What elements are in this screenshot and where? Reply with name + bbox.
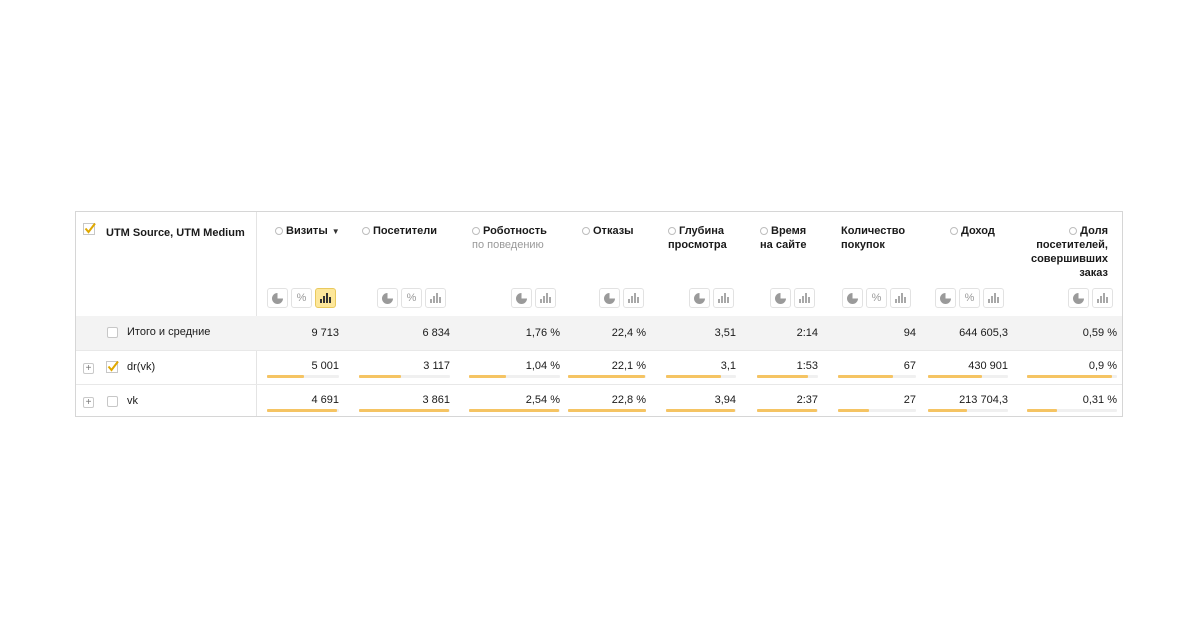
table-cell: 3,51 [714, 327, 736, 339]
col-robots-header[interactable]: Роботность по поведению [472, 225, 547, 251]
pie-chart-button[interactable] [511, 288, 532, 308]
pie-chart-icon [516, 293, 527, 304]
value-bar [838, 375, 916, 378]
value-bar [757, 375, 818, 378]
pie-chart-icon [604, 293, 615, 304]
value-bar [359, 375, 450, 378]
sort-desc-icon[interactable]: ▼ [331, 227, 340, 236]
help-icon[interactable] [275, 227, 283, 235]
table-cell: 22,8 % [611, 394, 646, 406]
share-view-buttons [1068, 288, 1113, 308]
table-cell: 0,31 % [1082, 394, 1117, 406]
col-share-header[interactable]: Доля посетителей, совершивших заказ [1030, 225, 1108, 279]
value-bar [469, 409, 560, 412]
value-bar-fill [666, 375, 721, 378]
table-cell: 2:14 [796, 327, 818, 339]
value-bar-fill [666, 409, 735, 412]
table-cell: 22,1 % [611, 360, 646, 372]
percent-icon: % [406, 291, 417, 304]
expand-plus-icon[interactable]: + [83, 397, 94, 408]
bar-chart-icon [628, 293, 639, 303]
table-cell: 0,59 % [1082, 327, 1117, 339]
value-bar-fill [568, 409, 646, 412]
value-bar [928, 409, 1008, 412]
bar-chart-button[interactable] [983, 288, 1004, 308]
pie-chart-button[interactable] [842, 288, 863, 308]
pie-chart-button[interactable] [267, 288, 288, 308]
value-bar-fill [359, 409, 449, 412]
percent-button[interactable] [291, 288, 312, 308]
help-icon[interactable] [668, 227, 676, 235]
pie-chart-icon [847, 293, 858, 304]
table-row-total [76, 316, 1122, 350]
col-visitors-header[interactable]: Посетители [362, 224, 437, 238]
value-bar [568, 375, 646, 378]
bounces-view-buttons [599, 288, 644, 308]
value-bar [928, 375, 1008, 378]
table-cell: 22,4 % [611, 327, 646, 339]
row-checkbox[interactable] [106, 360, 117, 371]
row-label: dr(vk) [127, 361, 156, 373]
table-cell: 5 001 [311, 360, 339, 372]
table-cell: 3,94 [714, 394, 736, 406]
table-cell: 430 901 [968, 360, 1008, 372]
percent-icon: % [871, 291, 882, 304]
help-icon[interactable] [362, 227, 370, 235]
percent-button[interactable] [866, 288, 887, 308]
table-cell: 27 [903, 394, 916, 406]
help-icon[interactable] [472, 227, 480, 235]
table-row-vk [76, 384, 1122, 418]
value-bar-fill [267, 375, 304, 378]
value-bar-fill [469, 409, 559, 412]
value-bar-fill [1027, 375, 1112, 378]
time-view-buttons [770, 288, 815, 308]
col-purchases-header[interactable]: Количество покупок [841, 225, 906, 251]
help-icon[interactable] [950, 227, 958, 235]
pie-chart-icon [272, 293, 283, 304]
pie-chart-icon [940, 293, 951, 304]
table-header [76, 212, 1122, 316]
bar-chart-icon [718, 293, 729, 303]
value-bar-fill [928, 375, 982, 378]
percent-icon: % [964, 291, 975, 304]
pie-chart-icon [775, 293, 786, 304]
pie-chart-button[interactable] [599, 288, 620, 308]
bar-chart-icon [540, 293, 551, 303]
help-icon[interactable] [760, 227, 768, 235]
value-bar-fill [469, 375, 506, 378]
help-icon[interactable] [582, 227, 590, 235]
value-bar-fill [568, 375, 645, 378]
table-cell: 67 [903, 360, 916, 372]
value-bar-fill [1027, 409, 1057, 412]
bar-chart-icon [1097, 293, 1108, 303]
pie-chart-icon [1073, 293, 1084, 304]
visitors-view-buttons [377, 288, 446, 308]
table-cell: 6 834 [422, 327, 450, 339]
bar-chart-button[interactable] [425, 288, 446, 308]
col-depth-header[interactable]: Глубина просмотра [668, 225, 727, 251]
table-cell: 3 117 [423, 360, 450, 372]
pie-chart-button[interactable] [689, 288, 710, 308]
bar-chart-icon [320, 293, 331, 303]
row-checkbox[interactable] [107, 396, 118, 407]
table-cell: 94 [903, 327, 916, 339]
percent-icon: % [296, 291, 307, 304]
table-cell: 0,9 % [1088, 360, 1117, 372]
pie-chart-icon [382, 293, 393, 304]
pie-chart-button[interactable] [770, 288, 791, 308]
bar-chart-button[interactable] [1092, 288, 1113, 308]
value-bar-fill [838, 375, 893, 378]
value-bar [1027, 375, 1117, 378]
table-cell: 1:53 [796, 360, 818, 372]
visits-view-buttons [267, 288, 336, 308]
checkmark-icon [106, 360, 120, 374]
row-label: vk [127, 395, 138, 407]
col-visits-header[interactable]: Визиты ▼ [275, 224, 340, 239]
table-cell: 2,54 % [525, 394, 560, 406]
table-cell: 4 691 [311, 394, 339, 406]
value-bar [838, 409, 916, 412]
table-cell: 9 713 [311, 327, 339, 339]
bar-chart-icon [799, 293, 810, 303]
purchases-view-buttons [842, 288, 911, 308]
col-bounces-header[interactable]: Отказы [582, 224, 634, 238]
value-bar-fill [838, 409, 869, 412]
table-cell: 644 605,3 [959, 327, 1008, 339]
bar-chart-icon [430, 293, 441, 303]
pie-chart-button[interactable] [377, 288, 398, 308]
bar-chart-button[interactable] [794, 288, 815, 308]
checkmark-icon [83, 222, 97, 236]
row-label: Итого и средние [127, 326, 211, 338]
table-cell: 2:37 [796, 394, 818, 406]
col-time-header[interactable]: Время на сайте [760, 225, 807, 251]
value-bar-fill [267, 409, 337, 412]
percent-button[interactable] [959, 288, 980, 308]
value-bar [666, 375, 736, 378]
table-cell: 1,04 % [525, 360, 560, 372]
value-bar [267, 409, 339, 412]
pie-chart-button[interactable] [935, 288, 956, 308]
value-bar [757, 409, 818, 412]
value-bar-fill [928, 409, 967, 412]
bar-chart-icon [895, 293, 906, 303]
bar-chart-button[interactable] [535, 288, 556, 308]
percent-button[interactable] [401, 288, 422, 308]
help-icon[interactable] [1069, 227, 1077, 235]
bar-chart-button[interactable] [713, 288, 734, 308]
value-bar [568, 409, 646, 412]
value-bar-fill [757, 375, 808, 378]
value-bar-fill [757, 409, 817, 412]
pie-chart-button[interactable] [1068, 288, 1089, 308]
table-cell: 1,76 % [525, 327, 560, 339]
table-cell: 213 704,3 [959, 394, 1008, 406]
row-checkbox[interactable] [107, 327, 118, 338]
value-bar [666, 409, 736, 412]
col-revenue-header[interactable]: Доход [950, 224, 995, 238]
report-table [75, 211, 1123, 417]
value-bar-fill [359, 375, 401, 378]
depth-view-buttons [689, 288, 734, 308]
select-all-checkbox[interactable] [83, 222, 94, 233]
bar-chart-button[interactable] [890, 288, 911, 308]
dimension-header[interactable]: UTM Source, UTM Medium [106, 227, 245, 239]
value-bar [1027, 409, 1117, 412]
table-cell: 3 861 [422, 394, 450, 406]
robots-view-buttons [511, 288, 556, 308]
table-row-drvk [76, 350, 1122, 384]
value-bar [267, 375, 339, 378]
bar-chart-button[interactable] [623, 288, 644, 308]
expand-plus-icon[interactable]: + [83, 363, 94, 374]
pie-chart-icon [694, 293, 705, 304]
value-bar [469, 375, 560, 378]
bar-chart-button[interactable] [315, 288, 336, 308]
value-bar [359, 409, 450, 412]
bar-chart-icon [988, 293, 999, 303]
revenue-view-buttons [935, 288, 1004, 308]
table-cell: 3,1 [720, 360, 736, 372]
